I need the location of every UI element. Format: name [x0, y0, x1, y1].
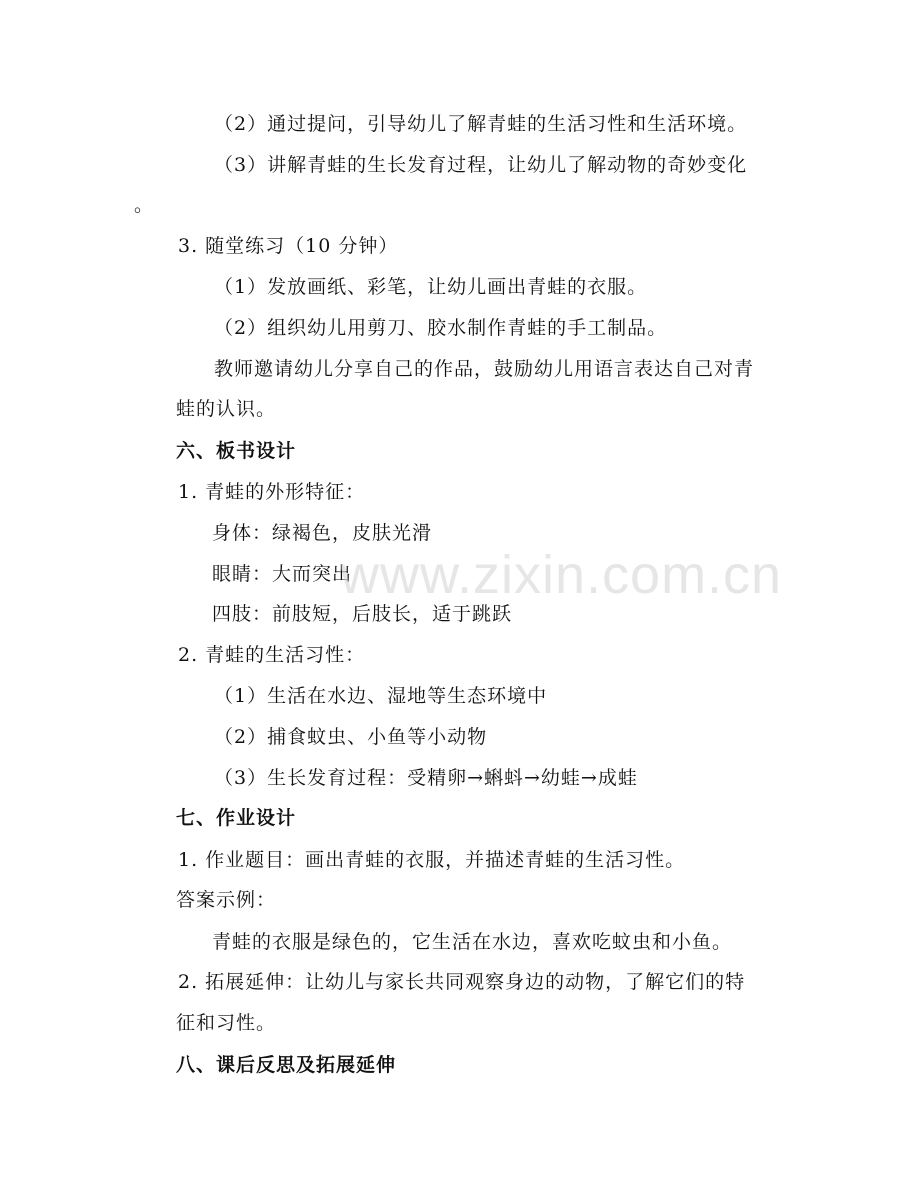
detail-line-eyes: 眼睛：大而突出	[212, 563, 353, 585]
list-item-1: 1. 青蛙的外形特征：	[178, 481, 366, 503]
paragraph-line-5: 蛙的认识。	[176, 398, 277, 420]
habit-item-2: （2）捕食蚊虫、小鱼等小动物	[214, 726, 488, 748]
sub-item-2: （2）组织幼儿用剪刀、胶水制作青蛙的手工制品。	[214, 317, 668, 339]
detail-line-body: 身体：绿褐色，皮肤光滑	[212, 522, 433, 544]
section-heading-6: 六、板书设计	[176, 440, 297, 462]
paragraph-line-2: （3）讲解青蛙的生长发育过程，让幼儿了解动物的奇妙变化	[214, 154, 748, 176]
list-item-2: 2. 青蛙的生活习性：	[178, 644, 366, 666]
section-heading-8: 八、课后反思及拓展延伸	[176, 1054, 397, 1076]
habit-item-3: （3）生长发育过程：受精卵→蝌蚪→幼蛙→成蛙	[214, 767, 638, 789]
homework-item-2-cont: 征和习性。	[176, 1012, 277, 1034]
homework-item-2: 2. 拓展延伸：让幼儿与家长共同观察身边的动物，了解它们的特	[178, 971, 746, 993]
list-item-3: 3. 随堂练习（10 分钟）	[178, 235, 399, 257]
section-heading-7: 七、作业设计	[176, 807, 297, 829]
watermark: www.zixin.com.cn	[340, 545, 783, 605]
sub-item-1: （1）发放画纸、彩笔，让幼儿画出青蛙的衣服。	[214, 276, 648, 298]
homework-item-1: 1. 作业题目：画出青蛙的衣服，并描述青蛙的生活习性。	[178, 849, 686, 871]
paragraph-line-1: （2）通过提问，引导幼儿了解青蛙的生活习性和生活环境。	[214, 113, 748, 135]
answer-label: 答案示例：	[176, 889, 277, 911]
answer-example: 青蛙的衣服是绿色的，它生活在水边，喜欢吃蚊虫和小鱼。	[212, 931, 733, 953]
paragraph-line-4: 教师邀请幼儿分享自己的作品，鼓励幼儿用语言表达自己对青	[214, 358, 755, 380]
habit-item-1: （1）生活在水边、湿地等生态环境中	[214, 685, 548, 707]
paragraph-line-3: 。	[134, 194, 155, 216]
detail-line-limbs: 四肢：前肢短，后肢长，适于跳跃	[212, 603, 513, 625]
